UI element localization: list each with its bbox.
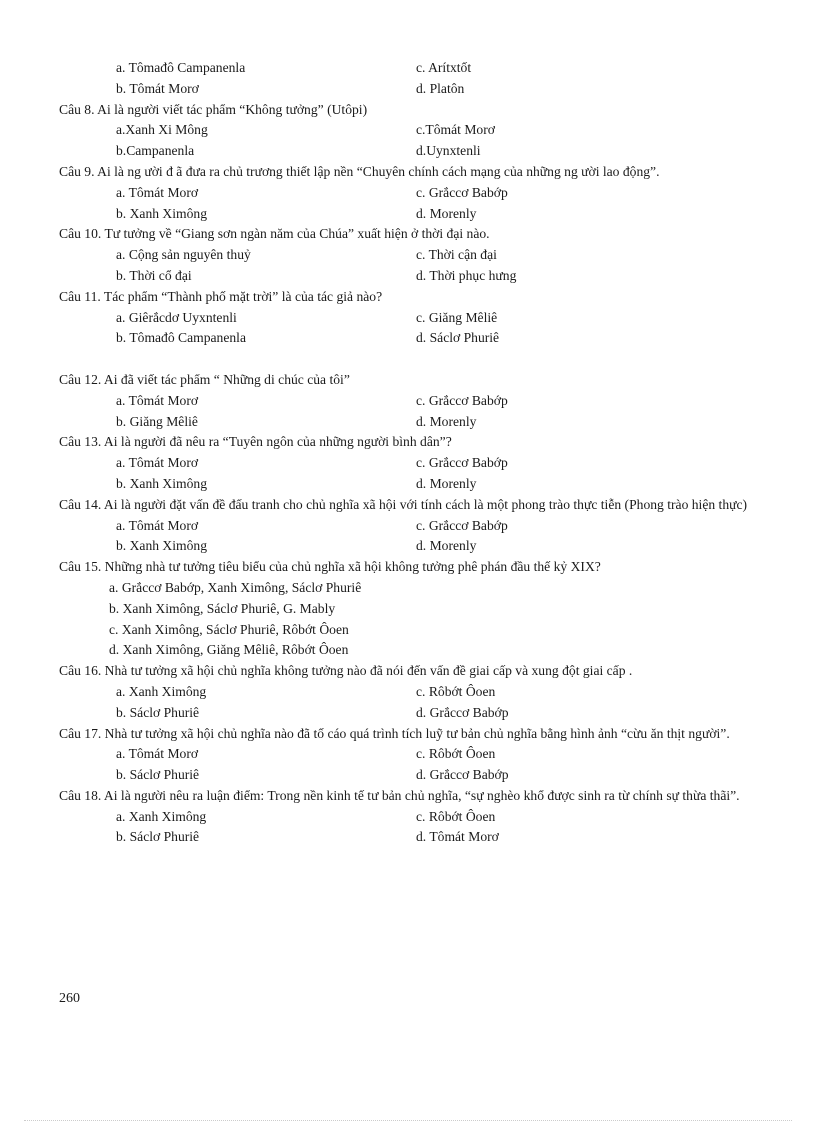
question-13: Câu 13. Ai là người đã nêu ra “Tuyên ngôn của những người bình dân”?	[59, 434, 452, 450]
option-c: c. Rôbớt Ôoen	[416, 808, 496, 824]
option-c: c. Grắccơ Babớp	[416, 184, 508, 200]
option-b: b. Sáclơ Phuriê	[116, 829, 200, 845]
options-row	[59, 204, 757, 225]
option-b: b. Xanh Ximông	[116, 475, 207, 491]
question-16: Câu 16. Nhà tư tưởng xã hội chủ nghĩa không tưởng nào đã nói đến vấn đề giai cấp và xung đột giai cấp .	[59, 663, 633, 679]
question-list	[59, 58, 757, 848]
option-d: d. Morenly	[416, 205, 477, 221]
option-a: a. Cộng sản nguyên thuỷ	[116, 247, 251, 263]
option-d: d. Tômát Morơ	[416, 829, 499, 845]
options-row	[59, 827, 757, 848]
options-row	[59, 807, 757, 828]
option-c: c. Grắccơ Babớp	[416, 517, 508, 533]
option-d: d. Grắccơ Babớp	[416, 704, 509, 720]
option-b: b. Sáclơ Phuriê	[116, 704, 200, 720]
options-row	[59, 79, 757, 100]
option-b: b.Campanenla	[116, 143, 195, 159]
option-c: c. Xanh Ximông, Sáclơ Phuriê, Rôbớt Ôoen	[109, 621, 349, 637]
options-row	[59, 183, 757, 204]
option-d: d. Sáclơ Phuriê	[416, 330, 500, 346]
option-a: a. Tômát Morơ	[116, 517, 199, 533]
options-row	[59, 120, 757, 141]
option-d: d. Grắccơ Babớp	[416, 767, 509, 783]
question-15: Câu 15. Những nhà tư tưởng tiêu biểu của chủ nghĩa xã hội không tưởng phê phán đầu thế kỷ XIX?	[59, 559, 601, 575]
option-b: b. Tômađô Campanenla	[116, 330, 246, 346]
options-row	[59, 765, 757, 786]
options-row	[59, 266, 757, 287]
option-c: c. Rôbớt Ôoen	[416, 683, 496, 699]
options-row	[59, 245, 757, 266]
option-b: b. Xanh Ximông	[116, 205, 207, 221]
options-row	[59, 58, 757, 79]
question-8: Câu 8. Ai là người viết tác phẩm “Không tưởng” (Utôpi)	[59, 101, 368, 117]
option-b: b. Xanh Ximông	[116, 538, 207, 554]
options-row	[59, 474, 757, 495]
option-a: a.Xanh Xi Mông	[116, 122, 208, 138]
options-row	[59, 744, 757, 765]
option-a: a. Tômát Morơ	[116, 184, 199, 200]
option-a: a. Giêrắcdơ Uyxntenli	[116, 309, 237, 325]
option-c: c. Giăng Mêliê	[416, 309, 498, 325]
option-c: c. Grắccơ Babớp	[416, 392, 508, 408]
options-row	[59, 141, 757, 162]
option-d: d. Morenly	[416, 413, 477, 429]
option-a: a. Tômát Morơ	[116, 392, 199, 408]
options-row	[59, 516, 757, 537]
option-b: b. Sáclơ Phuriê	[116, 767, 200, 783]
option-d: d. Thời phục hưng	[416, 267, 517, 283]
page-bottom-divider	[24, 1120, 792, 1121]
option-c: c. Arítxtốt	[416, 60, 472, 75]
options-row	[59, 328, 757, 349]
options-row	[59, 682, 757, 703]
question-17: Câu 17. Nhà tư tưởng xã hội chủ nghĩa nào đã tố cáo quá trình tích luỹ tư bản chủ nghĩa bằng hình ảnh “cừu ăn thịt người”.	[59, 725, 730, 741]
option-b: b. Giăng Mêliê	[116, 413, 198, 429]
option-a: a. Tômađô Campanenla	[116, 60, 246, 75]
question-10: Câu 10. Tư tưởng về “Giang sơn ngàn năm của Chúa” xuất hiện ở thời đại nào.	[59, 226, 490, 242]
option-a: a. Grắccơ Babớp, Xanh Ximông, Sáclơ Phuriê	[109, 579, 362, 595]
question-12: Câu 12. Ai đã viết tác phẩm “ Những di chúc của tôi”	[59, 371, 350, 387]
option-c: c. Rôbớt Ôoen	[416, 746, 496, 762]
question-11: Câu 11. Tác phẩm “Thành phố mặt trời” là của tác giả nào?	[59, 288, 383, 304]
option-b: b. Tômát Morơ	[116, 80, 199, 96]
options-row	[59, 453, 757, 474]
options-row	[59, 536, 757, 557]
options-row	[59, 412, 757, 433]
option-a: a. Tômát Morơ	[116, 455, 199, 471]
option-d: d. Morenly	[416, 538, 477, 554]
option-a: a. Tômát Morơ	[116, 746, 199, 762]
question-9: Câu 9. Ai là ng ười đ ã đưa ra chủ trương thiết lập nền “Chuyên chính cách mạng của những ng ười lao động”.	[59, 163, 660, 179]
option-a: a. Xanh Ximông	[116, 683, 207, 699]
option-a: a. Xanh Ximông	[116, 808, 207, 824]
option-d: d.Uynxtenli	[416, 143, 481, 159]
option-b: b. Thời cổ đại	[116, 267, 192, 283]
options-row	[59, 391, 757, 412]
question-18: Câu 18. Ai là người nêu ra luận điểm: Trong nền kinh tế tư bản chủ nghĩa, “sự nghèo khổ được sinh ra từ chính sự thừa thãi”.	[59, 787, 740, 803]
blank-line	[59, 349, 757, 370]
option-d: d. Platôn	[416, 80, 465, 96]
page-number: 260	[59, 991, 80, 1006]
option-c: c. Grắccơ Babớp	[416, 455, 508, 471]
option-d: d. Xanh Ximông, Giăng Mêliê, Rôbớt Ôoen	[109, 642, 349, 658]
options-row	[59, 703, 757, 724]
option-c: c. Thời cận đại	[416, 247, 497, 263]
option-c: c.Tômát Morơ	[416, 122, 495, 138]
question-14: Câu 14. Ai là người đặt vấn đề đấu tranh cho chủ nghĩa xã hội với tính cách là một phong trào thực tiễn (Phong trào hiện thực)	[59, 496, 748, 512]
option-b: b. Xanh Ximông, Sáclơ Phuriê, G. Mably	[109, 600, 336, 616]
option-d: d. Morenly	[416, 475, 477, 491]
options-row	[59, 308, 757, 329]
